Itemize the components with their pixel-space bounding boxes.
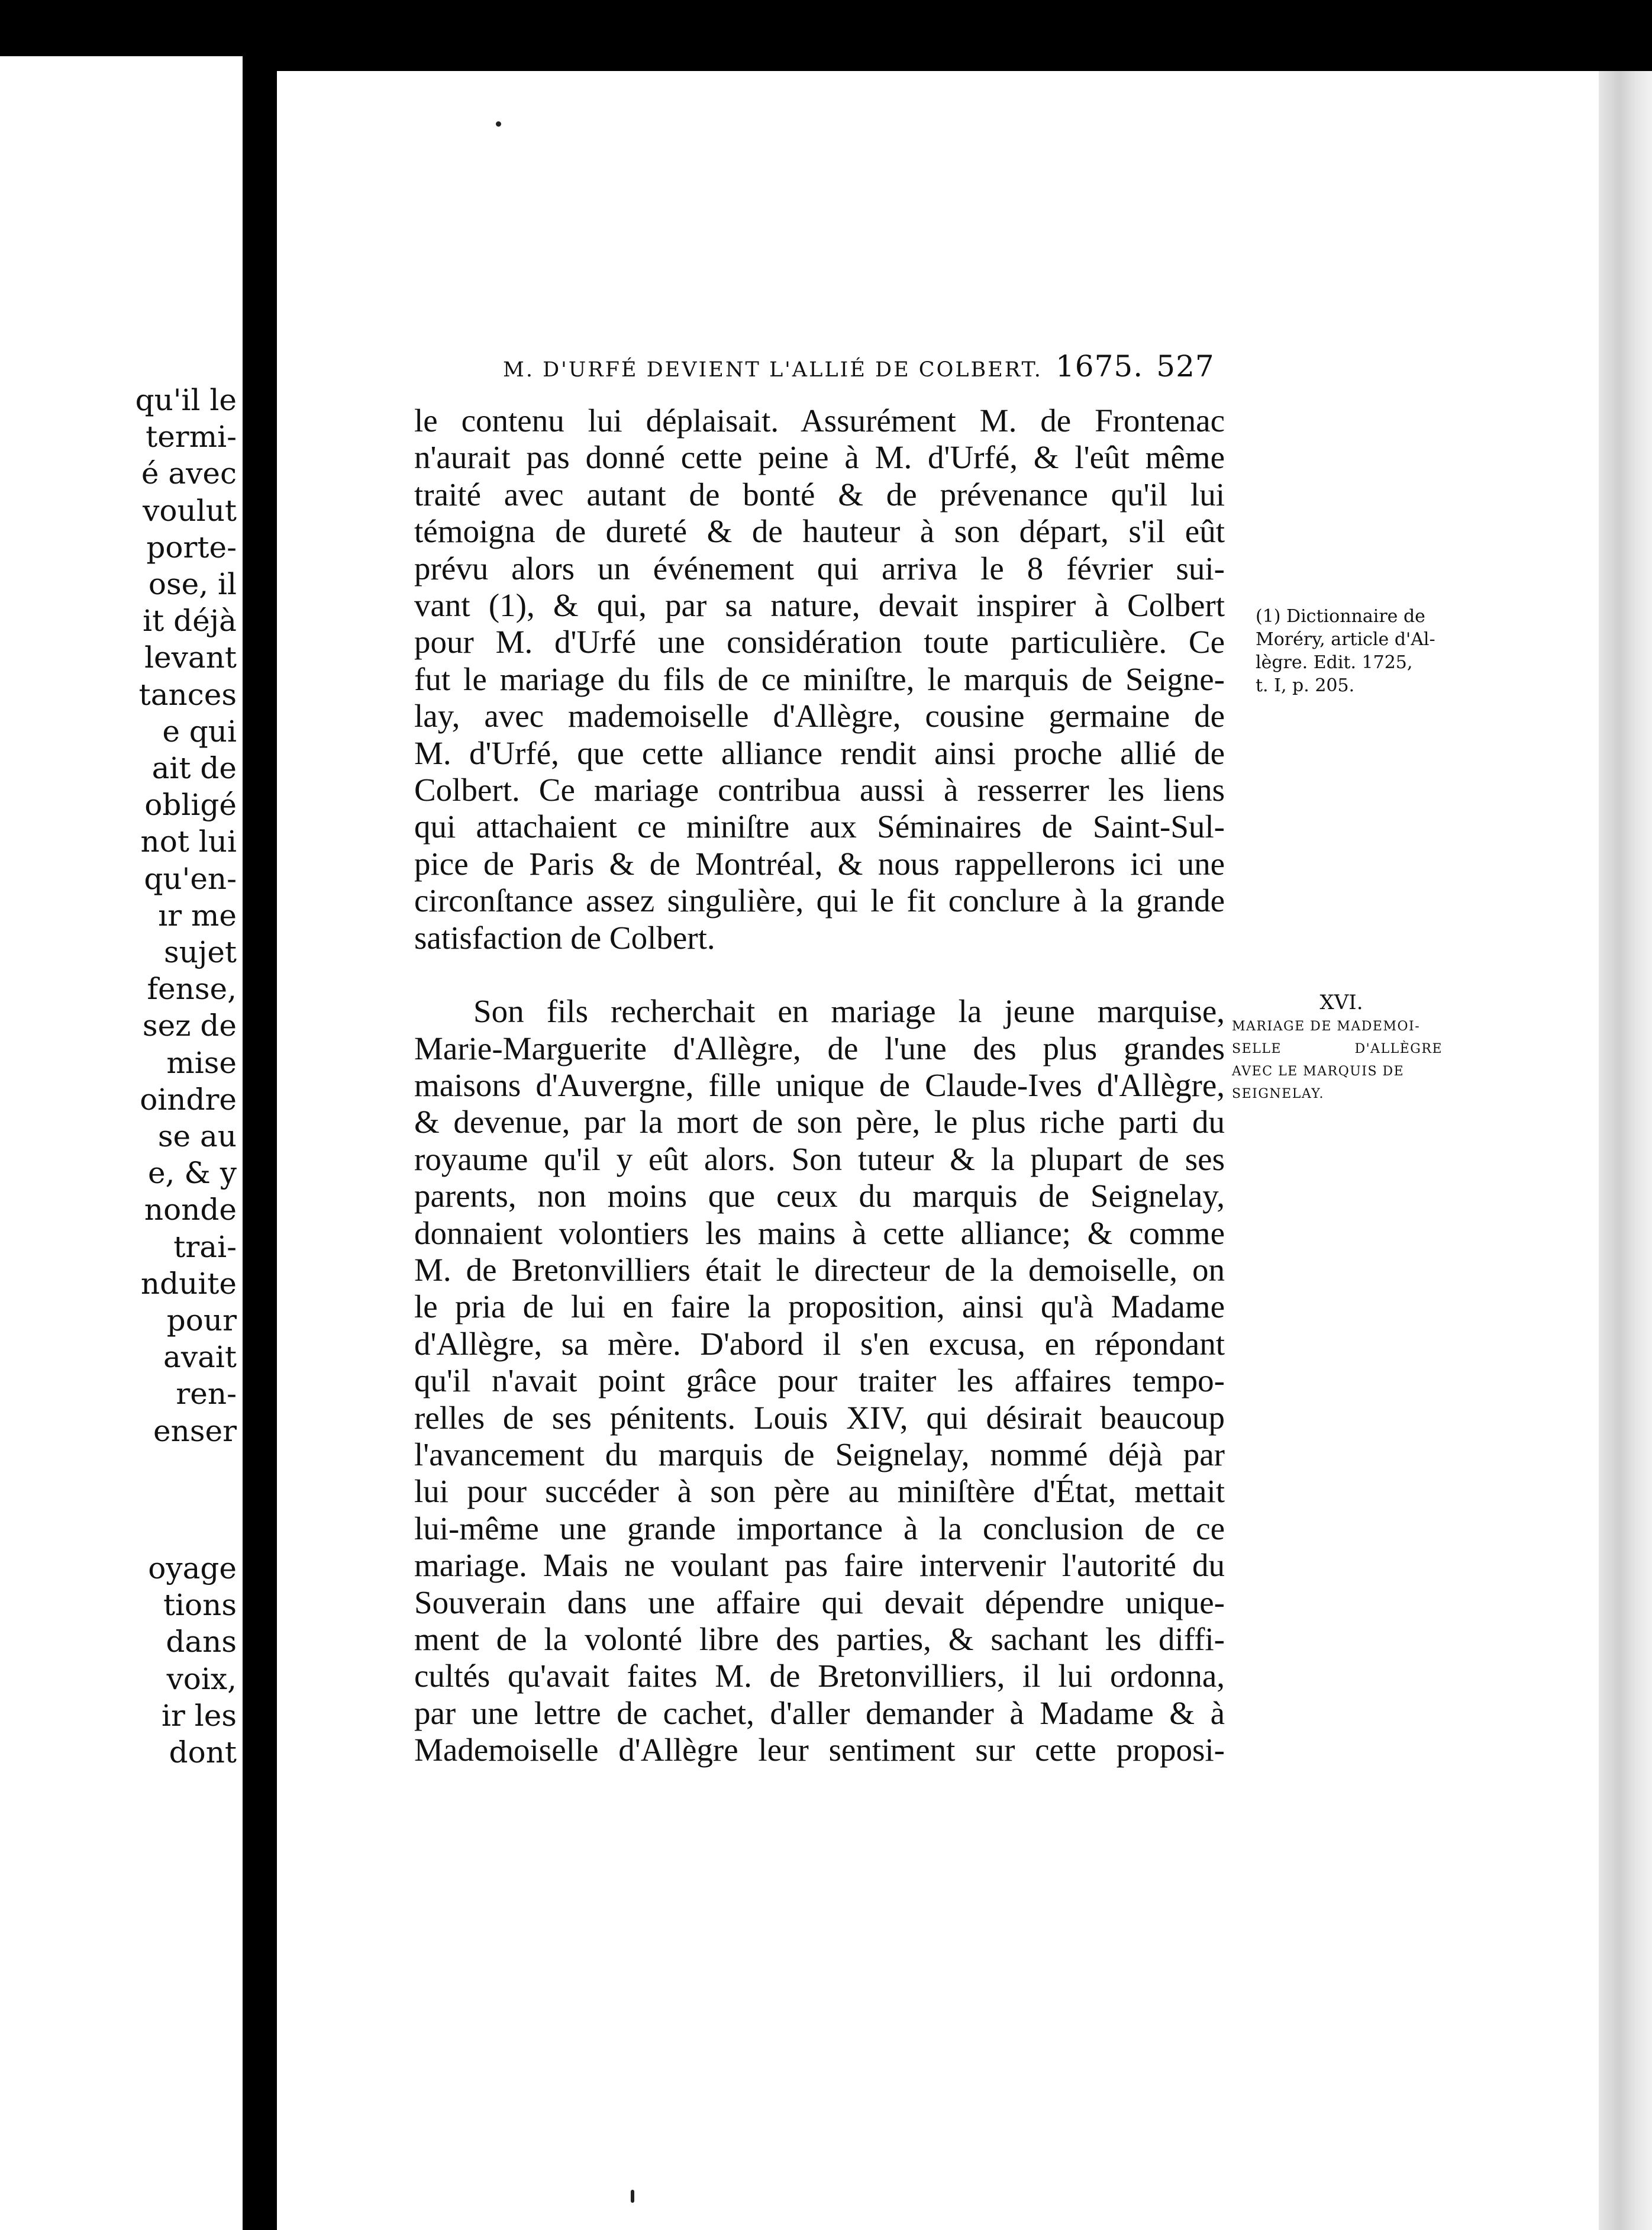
text-line: & devenue, par la mort de son père, le plus riche parti du xyxy=(414,1104,1225,1140)
text-line: traité avec autant de bonté & de prévenance qu'il lui xyxy=(414,476,1225,513)
left-line: ır me xyxy=(158,898,237,933)
text-line: pice de Paris & de Montréal, & nous rappellerons ici une xyxy=(414,845,1225,882)
left-line: voix, xyxy=(166,1661,237,1696)
text-line: d'Allègre, sa mère. D'abord il s'en excusa, en répondant xyxy=(414,1325,1225,1362)
text-line: le pria de lui en faire la proposition, ainsi qu'à Madame xyxy=(414,1288,1225,1325)
text-line: Mademoiselle d'Allègre leur sentiment sur cette proposi- xyxy=(414,1732,1225,1768)
left-line: oindre xyxy=(140,1082,237,1117)
left-line: sez de xyxy=(142,1008,237,1043)
text-line: par une lettre de cachet, d'aller demander à Madame & à xyxy=(414,1694,1225,1731)
left-line: fense, xyxy=(147,972,237,1007)
text-line: fut le mariage du fils de ce miniſtre, le marquis de Seigne- xyxy=(414,660,1225,697)
paragraph-gap xyxy=(414,956,1225,993)
ink-speck xyxy=(496,121,501,127)
left-line: voulut xyxy=(143,493,237,528)
margin-summary xyxy=(1232,990,1451,1106)
margin-summary-line: SELLE D'ALLÈGRE xyxy=(1232,1042,1443,1056)
left-line: se au xyxy=(157,1119,237,1154)
left-line: mise xyxy=(166,1045,237,1080)
left-line: ir les xyxy=(161,1698,237,1733)
left-line: trai- xyxy=(173,1229,237,1264)
margin-summary-line: MARIAGE DE MADEMOI- xyxy=(1232,1019,1421,1034)
text-line: relles de ses pénitents. Louis XIV, qui désirait beaucoup xyxy=(414,1399,1225,1436)
page-edge-stack xyxy=(1599,71,1652,2230)
text-line: parents, non moins que ceux du marquis de Seignelay, xyxy=(414,1178,1225,1214)
left-line: oyage xyxy=(148,1551,237,1586)
margin-summary-line: SEIGNELAY. xyxy=(1232,1087,1324,1101)
left-line: tions xyxy=(163,1588,237,1623)
left-line: avait xyxy=(163,1340,237,1375)
left-line: pour xyxy=(166,1303,237,1338)
left-paragraph-gap xyxy=(0,1449,237,1550)
left-line: e, & y xyxy=(147,1156,237,1191)
text-line: ment de la volonté libre des parties, & sachant les diffi- xyxy=(414,1621,1225,1657)
text-line: prévu alors un événement qui arriva le 8 février sui- xyxy=(414,550,1225,586)
left-line: qu'il le xyxy=(135,383,237,417)
text-line: mariage. Mais ne voulant pas faire intervenir l'autorité du xyxy=(414,1547,1225,1584)
left-line: ose, il xyxy=(148,567,237,602)
footnote-line: (1) Dictionnaire de xyxy=(1256,606,1425,627)
left-line: qu'en- xyxy=(144,861,237,896)
text-line: lui pour succéder à son père au miniſtère d'État, mettait xyxy=(414,1473,1225,1510)
left-line: ren- xyxy=(176,1377,237,1412)
text-line: lay, avec mademoiselle d'Allègre, cousine germaine de xyxy=(414,698,1225,734)
text-line: Souverain dans une affaire qui devait dépendre unique- xyxy=(414,1584,1225,1620)
text-line: le contenu lui déplaisait. Assurément M. de Frontenac xyxy=(414,402,1225,439)
left-line: obligé xyxy=(144,788,237,823)
left-line: é avec xyxy=(141,456,237,491)
footnote-line: Moréry, article d'Al- xyxy=(1256,629,1435,650)
text-line: qui attachaient ce miniſtre aux Séminaires de Saint-Sul- xyxy=(414,808,1225,845)
book-gutter xyxy=(243,89,276,2230)
left-line: ait de xyxy=(151,751,237,786)
left-facing-page xyxy=(0,56,243,2230)
text-line: M. de Bretonvilliers était le directeur de la demoiselle, on xyxy=(414,1251,1225,1288)
left-line: dans xyxy=(166,1625,237,1659)
left-line: not lui xyxy=(140,824,237,859)
text-line: qu'il n'avait point grâce pour traiter les affaires tempo- xyxy=(414,1362,1225,1399)
margin-summary-line: AVEC LE MARQUIS DE xyxy=(1232,1064,1405,1079)
left-line: e qui xyxy=(162,714,237,749)
text-line: Son fils recherchait en mariage la jeune marquise, xyxy=(473,993,1225,1030)
left-line: nduite xyxy=(140,1266,237,1301)
text-line: donnaient volontiers les mains à cette alliance; & comme xyxy=(414,1214,1225,1251)
text-line: M. d'Urfé, que cette alliance rendit ainsi proche allié de xyxy=(414,734,1225,771)
left-line: sujet xyxy=(163,935,237,970)
main-text xyxy=(414,402,1225,1769)
text-line: lui-même une grande importance à la conclusion de ce xyxy=(414,1510,1225,1546)
left-line: it déjà xyxy=(143,604,237,639)
text-line: vant (1), & qui, par sa nature, devait inspirer à Colbert xyxy=(414,587,1225,624)
text-line: n'aurait pas donné cette peine à M. d'Urfé, & l'eût même xyxy=(414,439,1225,476)
running-head-title: M. D'URFÉ DEVIENT L'ALLIÉ DE COLBERT. xyxy=(503,358,1043,382)
left-line: dont xyxy=(169,1735,237,1770)
footnote-line: t. I, p. 205. xyxy=(1256,675,1355,696)
ink-speck xyxy=(631,2190,634,2203)
text-line: Marie-Marguerite d'Allègre, de l'une des plus grandes xyxy=(414,1030,1225,1066)
left-line: enser xyxy=(153,1413,237,1448)
footnote xyxy=(1256,605,1451,697)
section-number: XVI. xyxy=(1319,991,1363,1014)
text-line: pour M. d'Urfé une considération toute particulière. Ce xyxy=(414,624,1225,660)
left-line: tances xyxy=(138,677,237,712)
left-line: porte- xyxy=(146,530,237,565)
running-head-year: 1675. xyxy=(1056,349,1144,384)
text-line: maisons d'Auvergne, fille unique de Claude-Ives d'Allègre, xyxy=(414,1066,1225,1103)
text-line: témoigna de dureté & de hauteur à son départ, s'il eût xyxy=(414,513,1225,550)
text-line: satisfaction de Colbert. xyxy=(414,919,715,956)
left-line: levant xyxy=(144,640,237,675)
text-line: Colbert. Ce mariage contribua aussi à resserrer les liens xyxy=(414,772,1225,808)
left-line: termi- xyxy=(146,420,237,455)
text-line: l'avancement du marquis de Seignelay, nommé déjà par xyxy=(414,1436,1225,1472)
text-line: royaume qu'il y eût alors. Son tuteur & la plupart de ses xyxy=(414,1140,1225,1177)
footnote-line: lègre. Edit. 1725, xyxy=(1256,652,1413,673)
running-head xyxy=(503,349,1243,384)
text-line: circonſtance assez singulière, qui le fit conclure à la grande xyxy=(414,882,1225,919)
text-line: cultés qu'avait faites M. de Bretonvilliers, il lui ordonna, xyxy=(414,1658,1225,1694)
page-number: 527 xyxy=(1156,349,1215,384)
left-line: nonde xyxy=(144,1193,237,1227)
left-page-text xyxy=(0,382,237,1771)
